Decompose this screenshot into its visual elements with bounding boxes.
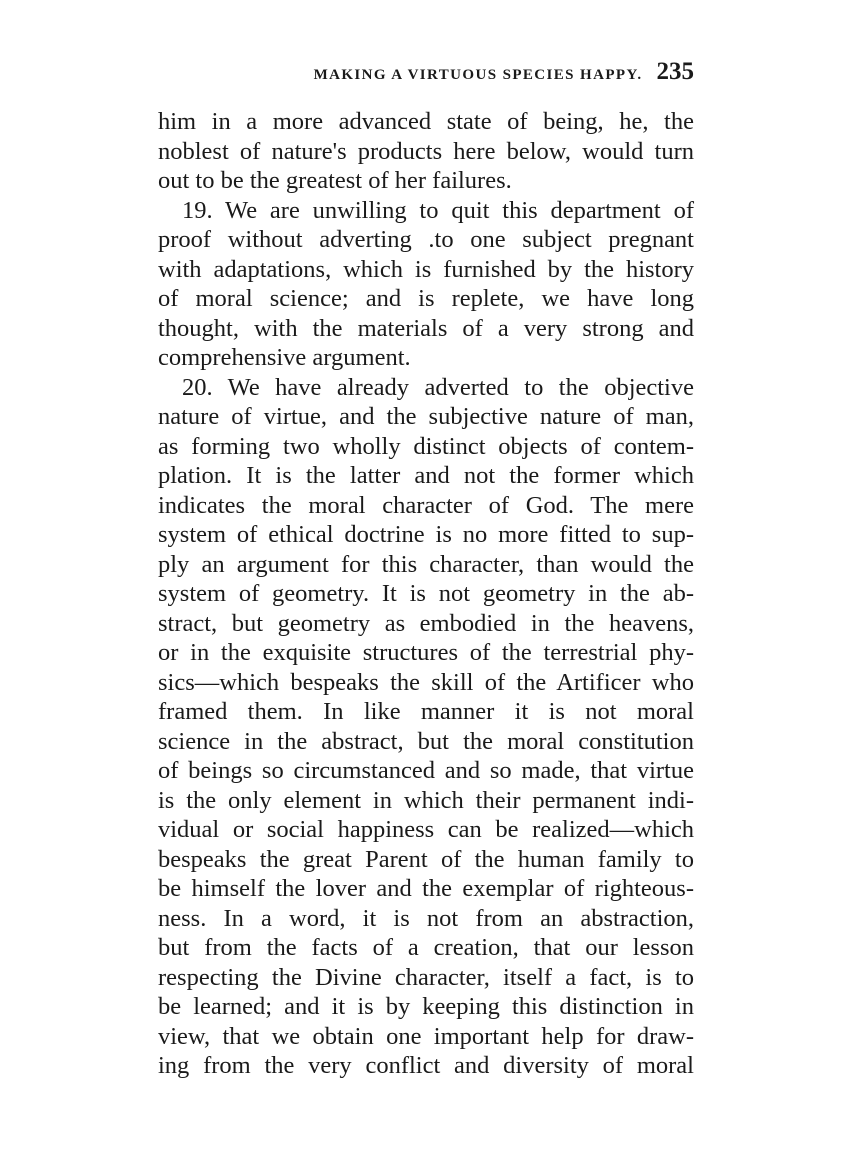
text-line: of moral science; and is replete, we have long <box>158 285 694 312</box>
text-line: him in a more advanced state of being, he, the <box>158 108 694 135</box>
text-line: indicates the moral character of God. The mere <box>158 491 694 519</box>
text-line: ness. In a word, it is not from an abstraction, <box>158 904 694 932</box>
text-line: comprehensive argument. <box>158 344 411 371</box>
text-line: respecting the Divine character, itself a fact, is to <box>158 963 694 991</box>
text-line: science in the abstract, but the moral constitution <box>158 727 694 755</box>
text-line: proof without adverting .to one subject pregnant <box>158 226 694 253</box>
text-line: but from the facts of a creation, that our lesson <box>158 934 694 961</box>
text-line: system of ethical doctrine is no more fitted to sup- <box>158 521 694 548</box>
paragraph-20-start: 20. We have already adverted to the objective <box>182 373 694 401</box>
text-line: view, that we obtain one important help for draw- <box>158 1022 694 1050</box>
text-line: be learned; and it is by keeping this distinction in <box>158 993 694 1020</box>
text-line: be himself the lover and the exemplar of righteous- <box>158 875 694 902</box>
text-line: with adaptations, which is furnished by the history <box>158 255 694 283</box>
text-line: bespeaks the great Parent of the human family to <box>158 845 694 873</box>
text-line: sics—which bespeaks the skill of the Artificer who <box>158 668 694 696</box>
text-line: vidual or social happiness can be realized—which <box>158 816 694 843</box>
text-line: stract, but geometry as embodied in the heavens, <box>158 609 694 637</box>
text-line: is the only element in which their permanent indi- <box>158 786 694 814</box>
body-text <box>158 107 694 1081</box>
text-line: or in the exquisite structures of the terrestrial phy- <box>158 639 694 666</box>
text-line: ply an argument for this character, than would the <box>158 550 694 578</box>
text-line: nature of virtue, and the subjective nature of man, <box>158 403 694 430</box>
text-line: as forming two wholly distinct objects of contem- <box>158 432 694 460</box>
text-line: framed them. In like manner it is not moral <box>158 698 694 725</box>
text-line: ing from the very conflict and diversity of moral <box>158 1052 694 1079</box>
text-line: thought, with the materials of a very strong and <box>158 314 694 342</box>
text-line: system of geometry. It is not geometry in the ab- <box>158 580 694 607</box>
text-line: noblest of nature's products here below, would turn <box>158 137 694 165</box>
text-line: of beings so circumstanced and so made, that virtue <box>158 757 694 784</box>
running-header <box>158 58 694 94</box>
paragraph-19-start: 19. We are unwilling to quit this department of <box>182 196 694 224</box>
text-line: out to be the greatest of her failures. <box>158 167 512 194</box>
page-number: 235 <box>656 58 694 85</box>
text-line: plation. It is the latter and not the former which <box>158 462 694 489</box>
running-title: MAKING A VIRTUOUS SPECIES HAPPY. <box>313 67 643 83</box>
